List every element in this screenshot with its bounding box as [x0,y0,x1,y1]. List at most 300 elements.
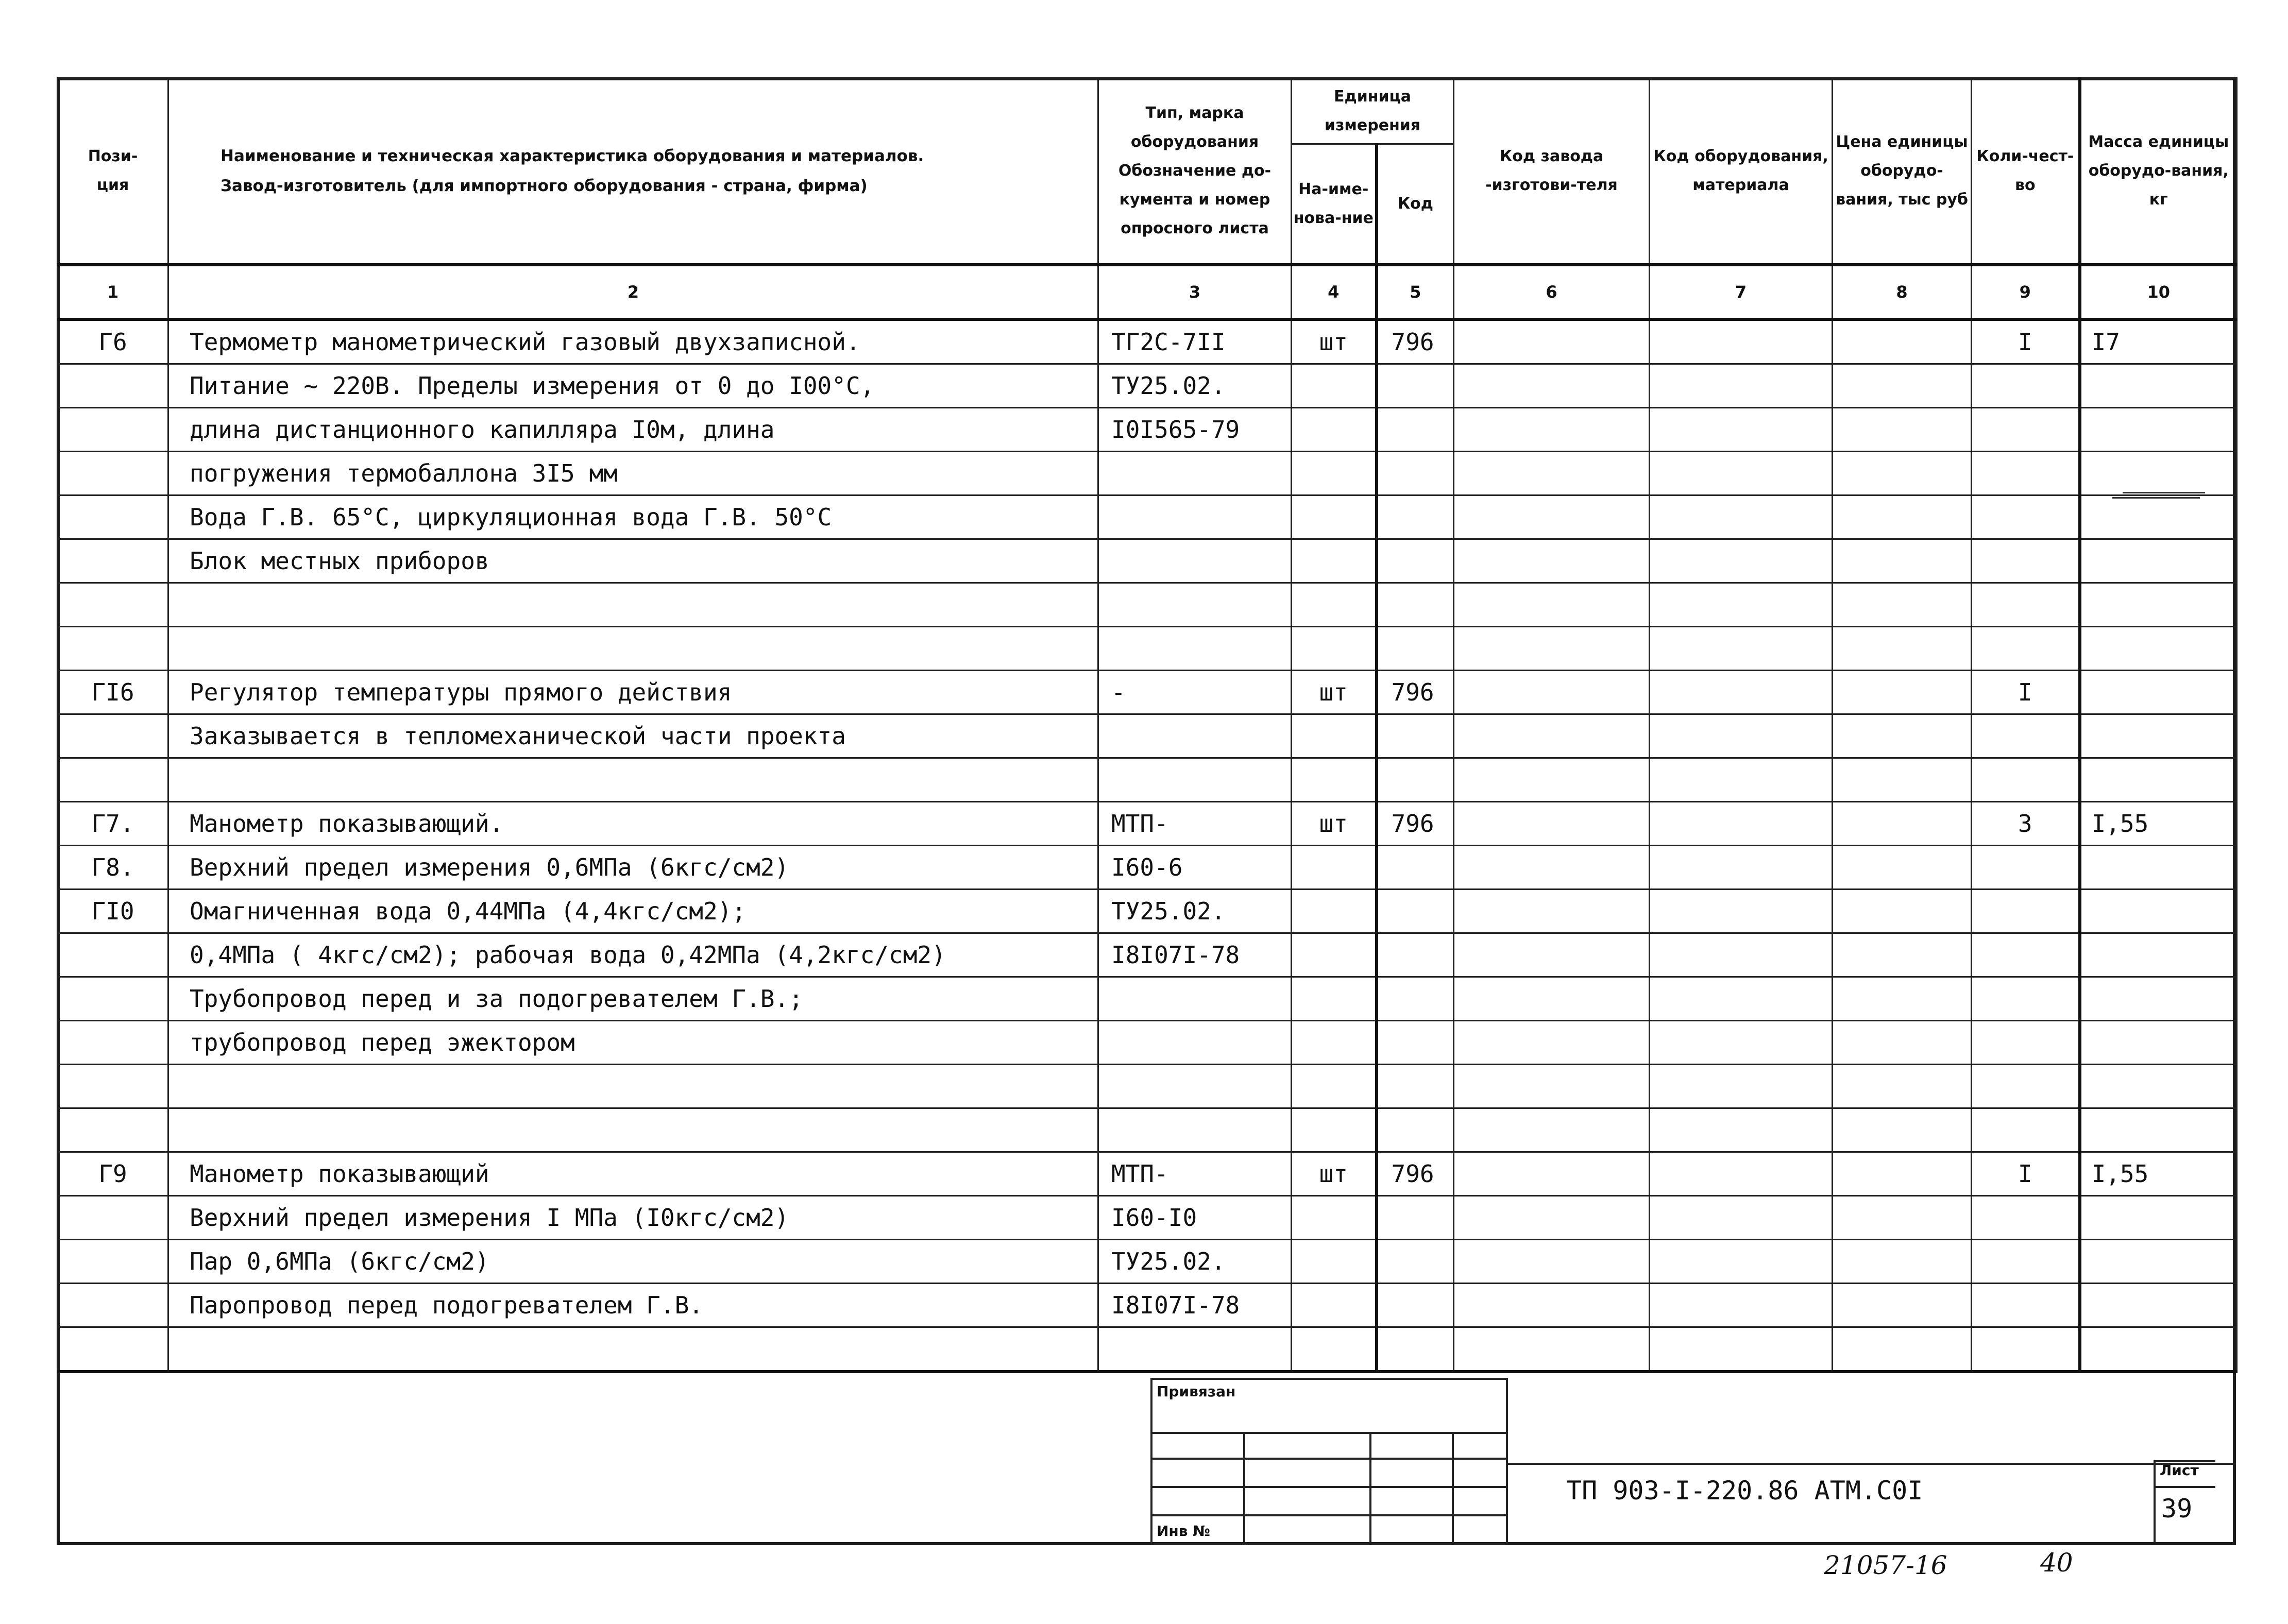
row-quantity: I [1972,671,2080,714]
table-row [58,627,2237,671]
row-unit-code [1377,1327,1454,1372]
row-quantity: 3 [1972,802,2080,846]
row-name: Верхний предел измерения I МПа (I0кгс/см2) [168,1196,1098,1240]
header-unit-code: Код [1377,144,1454,265]
row-equipment-code [1650,1152,1833,1196]
table-row [58,671,2237,714]
row-unit-code [1377,1196,1454,1240]
row-equipment-code [1650,846,1833,890]
stamp-block [1150,1378,1508,1545]
stamp-cell [1453,1515,1507,1544]
header-price: Цена единицы оборудо-вания, тыс руб [1833,78,1972,265]
row-equipment-code [1650,1108,1833,1152]
stamp-inv-label: Инв № [1151,1515,1244,1544]
row-type-document [1098,1108,1292,1152]
row-mass [2080,671,2237,714]
row-maker-code [1454,758,1650,802]
row-position [58,1021,168,1065]
header-equipment-code: Код оборудования, материала [1650,78,1833,265]
column-number: 3 [1098,265,1292,319]
row-unit-code [1377,933,1454,977]
row-type-document: I8I07I-78 [1098,1284,1292,1327]
row-equipment-code [1650,890,1833,933]
header-unit-group: Единица измерения [1292,78,1454,144]
row-quantity [1972,495,2080,539]
row-type-document: ТУ25.02. [1098,364,1292,408]
row-price [1833,319,1972,364]
row-position [58,714,168,758]
row-maker-code [1454,452,1650,495]
row-mass [2080,1021,2237,1065]
row-unit-name [1292,1327,1377,1372]
row-type-document [1098,495,1292,539]
row-maker-code [1454,408,1650,452]
row-quantity [1972,1021,2080,1065]
row-mass [2080,933,2237,977]
row-equipment-code [1650,583,1833,627]
row-unit-code [1377,890,1454,933]
row-unit-code [1377,408,1454,452]
row-position [58,583,168,627]
row-position [58,758,168,802]
row-price [1833,671,1972,714]
row-unit-name [1292,714,1377,758]
row-maker-code [1454,319,1650,364]
row-unit-name [1292,977,1377,1021]
row-unit-code: 796 [1377,671,1454,714]
row-equipment-code [1650,1327,1833,1372]
row-maker-code [1454,1284,1650,1327]
stamp-cell [1370,1515,1453,1544]
row-unit-name [1292,452,1377,495]
row-unit-name [1292,364,1377,408]
row-equipment-code [1650,1284,1833,1327]
table-row [58,1065,2237,1108]
row-maker-code [1454,1065,1650,1108]
column-number: 8 [1833,265,1972,319]
row-price [1833,933,1972,977]
row-maker-code [1454,846,1650,890]
row-unit-name [1292,1284,1377,1327]
table-row [58,846,2237,890]
row-name: 0,4МПа ( 4кгс/см2); рабочая вода 0,42МПа (4,2кгс/см2) [168,933,1098,977]
header-position: Пози- ция [58,78,168,265]
row-price [1833,758,1972,802]
sheet-divider [2154,1486,2215,1488]
row-mass [2080,1284,2237,1327]
row-unit-name [1292,1065,1377,1108]
row-equipment-code [1650,1065,1833,1108]
table-row [58,802,2237,846]
row-quantity: I [1972,1152,2080,1196]
header-unit-name: На-име-нова-ние [1292,144,1377,265]
row-quantity [1972,1240,2080,1284]
stamp-cell [1244,1459,1370,1487]
row-type-document [1098,977,1292,1021]
row-maker-code [1454,714,1650,758]
column-number: 7 [1650,265,1833,319]
row-mass: I7 [2080,319,2237,364]
stamp-cell [1151,1487,1244,1515]
column-number: 10 [2080,265,2237,319]
row-equipment-code [1650,977,1833,1021]
row-position [58,1108,168,1152]
stamp-cell [1370,1459,1453,1487]
column-number: 5 [1377,265,1454,319]
row-equipment-code [1650,408,1833,452]
row-mass [2080,627,2237,671]
row-position: Г8. [58,846,168,890]
header-name [168,78,1098,265]
header-mass: Масса единицы оборудо-вания, кг [2080,78,2237,265]
row-maker-code [1454,627,1650,671]
row-unit-code [1377,495,1454,539]
row-price [1833,539,1972,583]
row-equipment-code [1650,714,1833,758]
row-name: погружения термобаллона 3I5 мм [168,452,1098,495]
row-unit-name [1292,890,1377,933]
row-type-document: I60-6 [1098,846,1292,890]
row-quantity [1972,1327,2080,1372]
row-type-document [1098,627,1292,671]
row-name [168,627,1098,671]
row-type-document: - [1098,671,1292,714]
table-row [58,1240,2237,1284]
table-row [58,890,2237,933]
row-unit-code [1377,758,1454,802]
row-unit-name [1292,1196,1377,1240]
row-type-document [1098,1327,1292,1372]
row-name: Пар 0,6МПа (6кгс/см2) [168,1240,1098,1284]
row-position [58,933,168,977]
row-name: Термометр манометрический газовый двухзаписной. [168,319,1098,364]
table-row [58,539,2237,583]
row-position [58,364,168,408]
row-type-document: I60-I0 [1098,1196,1292,1240]
row-price [1833,495,1972,539]
row-name: Верхний предел измерения 0,6МПа (6кгс/см2) [168,846,1098,890]
header-type: Тип, марка оборудования Обозначение до-кумента и номер опросного листа [1098,78,1292,265]
row-price [1833,364,1972,408]
stamp-cell [1244,1487,1370,1515]
row-type-document [1098,758,1292,802]
table-row [58,364,2237,408]
table-row [58,933,2237,977]
row-price [1833,890,1972,933]
row-unit-code [1377,846,1454,890]
row-name [168,1327,1098,1372]
stray-mark [2112,497,2200,499]
row-quantity [1972,1284,2080,1327]
row-equipment-code [1650,452,1833,495]
row-unit-code [1377,1108,1454,1152]
row-equipment-code [1650,364,1833,408]
header-quantity: Коли-чест-во [1972,78,2080,265]
row-unit-name [1292,495,1377,539]
row-unit-code: 796 [1377,802,1454,846]
row-type-document: МТП- [1098,802,1292,846]
row-price [1833,846,1972,890]
row-unit-name [1292,1240,1377,1284]
table-row [58,495,2237,539]
row-name: Регулятор температуры прямого действия [168,671,1098,714]
header-name-line1: Наименование и техническая характеристика оборудования и материалов. [221,147,924,165]
row-position: Г9 [58,1152,168,1196]
row-position: Г6 [58,319,168,364]
table-row [58,1196,2237,1240]
stray-mark [2123,492,2205,493]
row-maker-code [1454,364,1650,408]
row-equipment-code [1650,627,1833,671]
table-row [58,452,2237,495]
row-quantity [1972,714,2080,758]
row-type-document: ТГ2С-7II [1098,319,1292,364]
row-mass [2080,846,2237,890]
row-unit-name: шт [1292,1152,1377,1196]
row-position [58,627,168,671]
specification-table [57,77,2238,1373]
row-unit-name: шт [1292,802,1377,846]
table-row [58,1284,2237,1327]
column-number: 4 [1292,265,1377,319]
row-mass: I,55 [2080,1152,2237,1196]
row-mass: I,55 [2080,802,2237,846]
row-unit-code [1377,1284,1454,1327]
row-mass [2080,408,2237,452]
row-type-document [1098,452,1292,495]
table-row [58,714,2237,758]
row-equipment-code [1650,758,1833,802]
row-equipment-code [1650,1196,1833,1240]
column-number: 9 [1972,265,2080,319]
table-row [58,583,2237,627]
row-price [1833,1152,1972,1196]
row-mass [2080,758,2237,802]
row-name: длина дистанционного капилляра I0м, длина [168,408,1098,452]
row-unit-name [1292,846,1377,890]
stamp-cell [1453,1433,1507,1459]
row-quantity: I [1972,319,2080,364]
row-mass [2080,1327,2237,1372]
row-quantity [1972,758,2080,802]
row-unit-name [1292,1021,1377,1065]
row-price [1833,1284,1972,1327]
row-name: Блок местных приборов [168,539,1098,583]
row-price [1833,583,1972,627]
sheet-number: 39 [2161,1494,2193,1524]
row-name: Вода Г.В. 65°С, циркуляционная вода Г.В. 50°С [168,495,1098,539]
row-price [1833,1196,1972,1240]
row-quantity [1972,452,2080,495]
row-equipment-code [1650,671,1833,714]
header-name-line2: Завод-изготовитель (для импортного оборудования - страна, фирма) [221,177,868,195]
row-mass [2080,1240,2237,1284]
row-equipment-code [1650,1021,1833,1065]
row-equipment-code [1650,539,1833,583]
row-type-document: I0I565-79 [1098,408,1292,452]
row-position: ГI6 [58,671,168,714]
row-name: Питание ~ 220В. Пределы измерения от 0 до I00°С, [168,364,1098,408]
row-position [58,1065,168,1108]
row-type-document: МТП- [1098,1152,1292,1196]
header-maker-code: Код завода -изготови-теля [1454,78,1650,265]
row-unit-name: шт [1292,319,1377,364]
row-maker-code [1454,1327,1650,1372]
row-quantity [1972,408,2080,452]
row-price [1833,977,1972,1021]
stamp-cell [1244,1433,1370,1459]
row-unit-code [1377,1065,1454,1108]
stamp-cell [1370,1487,1453,1515]
row-quantity [1972,846,2080,890]
row-mass [2080,495,2237,539]
row-equipment-code [1650,495,1833,539]
row-position [58,539,168,583]
row-price [1833,1065,1972,1108]
row-unit-name [1292,583,1377,627]
stamp-cell [1151,1459,1244,1487]
row-maker-code [1454,1196,1650,1240]
handwritten-inventory-number: 21057-16 [1824,1550,1947,1580]
table-row [58,1152,2237,1196]
row-quantity [1972,890,2080,933]
row-mass [2080,452,2237,495]
table-row [58,408,2237,452]
row-position [58,408,168,452]
row-maker-code [1454,539,1650,583]
row-mass [2080,539,2237,583]
row-price [1833,1240,1972,1284]
row-name: Заказывается в тепломеханической части проекта [168,714,1098,758]
row-maker-code [1454,1108,1650,1152]
row-name [168,583,1098,627]
stamp-cell [1244,1515,1370,1544]
row-price [1833,627,1972,671]
row-position [58,977,168,1021]
row-maker-code [1454,802,1650,846]
row-quantity [1972,1196,2080,1240]
stamp-attached-label: Привязан [1151,1379,1507,1433]
row-type-document [1098,1065,1292,1108]
row-unit-code: 796 [1377,319,1454,364]
row-price [1833,802,1972,846]
row-maker-code [1454,495,1650,539]
row-equipment-code [1650,1240,1833,1284]
row-unit-code [1377,714,1454,758]
row-unit-name [1292,933,1377,977]
row-equipment-code [1650,933,1833,977]
row-unit-code [1377,977,1454,1021]
row-position: ГI0 [58,890,168,933]
row-unit-code [1377,1021,1454,1065]
table-row [58,758,2237,802]
row-position [58,1240,168,1284]
row-price [1833,1327,1972,1372]
row-maker-code [1454,1021,1650,1065]
row-maker-code [1454,890,1650,933]
row-quantity [1972,1108,2080,1152]
row-price [1833,408,1972,452]
row-position [58,1196,168,1240]
row-type-document: ТУ25.02. [1098,890,1292,933]
row-mass [2080,364,2237,408]
row-mass [2080,583,2237,627]
row-type-document [1098,1021,1292,1065]
row-mass [2080,890,2237,933]
stamp-cell [1151,1433,1244,1459]
row-type-document [1098,714,1292,758]
row-price [1833,452,1972,495]
row-maker-code [1454,583,1650,627]
row-unit-code [1377,539,1454,583]
row-name [168,758,1098,802]
column-number: 6 [1454,265,1650,319]
row-quantity [1972,977,2080,1021]
row-unit-code [1377,1240,1454,1284]
row-type-document: ТУ25.02. [1098,1240,1292,1284]
row-type-document: I8I07I-78 [1098,933,1292,977]
row-name [168,1065,1098,1108]
row-mass [2080,977,2237,1021]
row-maker-code [1454,933,1650,977]
row-unit-name [1292,758,1377,802]
row-maker-code [1454,671,1650,714]
row-name: Манометр показывающий. [168,802,1098,846]
table-row [58,1021,2237,1065]
table-row [58,1108,2237,1152]
row-mass [2080,714,2237,758]
row-equipment-code [1650,802,1833,846]
table-row [58,319,2237,364]
row-unit-code [1377,364,1454,408]
row-unit-code: 796 [1377,1152,1454,1196]
row-unit-code [1377,452,1454,495]
row-position: Г7. [58,802,168,846]
row-maker-code [1454,1152,1650,1196]
row-name: Трубопровод перед и за подогревателем Г.В.; [168,977,1098,1021]
row-maker-code [1454,977,1650,1021]
row-unit-code [1377,627,1454,671]
row-unit-code [1377,583,1454,627]
row-quantity [1972,627,2080,671]
row-name [168,1108,1098,1152]
row-name: трубопровод перед эжектором [168,1021,1098,1065]
row-unit-name [1292,627,1377,671]
table-row [58,977,2237,1021]
row-mass [2080,1196,2237,1240]
row-price [1833,1108,1972,1152]
row-price [1833,1021,1972,1065]
sheet-label: Лист [2160,1462,2199,1479]
row-position [58,495,168,539]
row-mass [2080,1065,2237,1108]
row-quantity [1972,583,2080,627]
handwritten-page-number: 40 [2040,1548,2073,1578]
row-position [58,1284,168,1327]
row-quantity [1972,364,2080,408]
row-unit-name: шт [1292,671,1377,714]
row-quantity [1972,933,2080,977]
row-maker-code [1454,1240,1650,1284]
row-price [1833,714,1972,758]
row-type-document [1098,583,1292,627]
row-equipment-code [1650,319,1833,364]
stamp-cell [1453,1487,1507,1515]
row-unit-name [1292,539,1377,583]
row-name: Омагниченная вода 0,44МПа (4,4кгс/см2); [168,890,1098,933]
column-number: 2 [168,265,1098,319]
stamp-cell [1453,1459,1507,1487]
